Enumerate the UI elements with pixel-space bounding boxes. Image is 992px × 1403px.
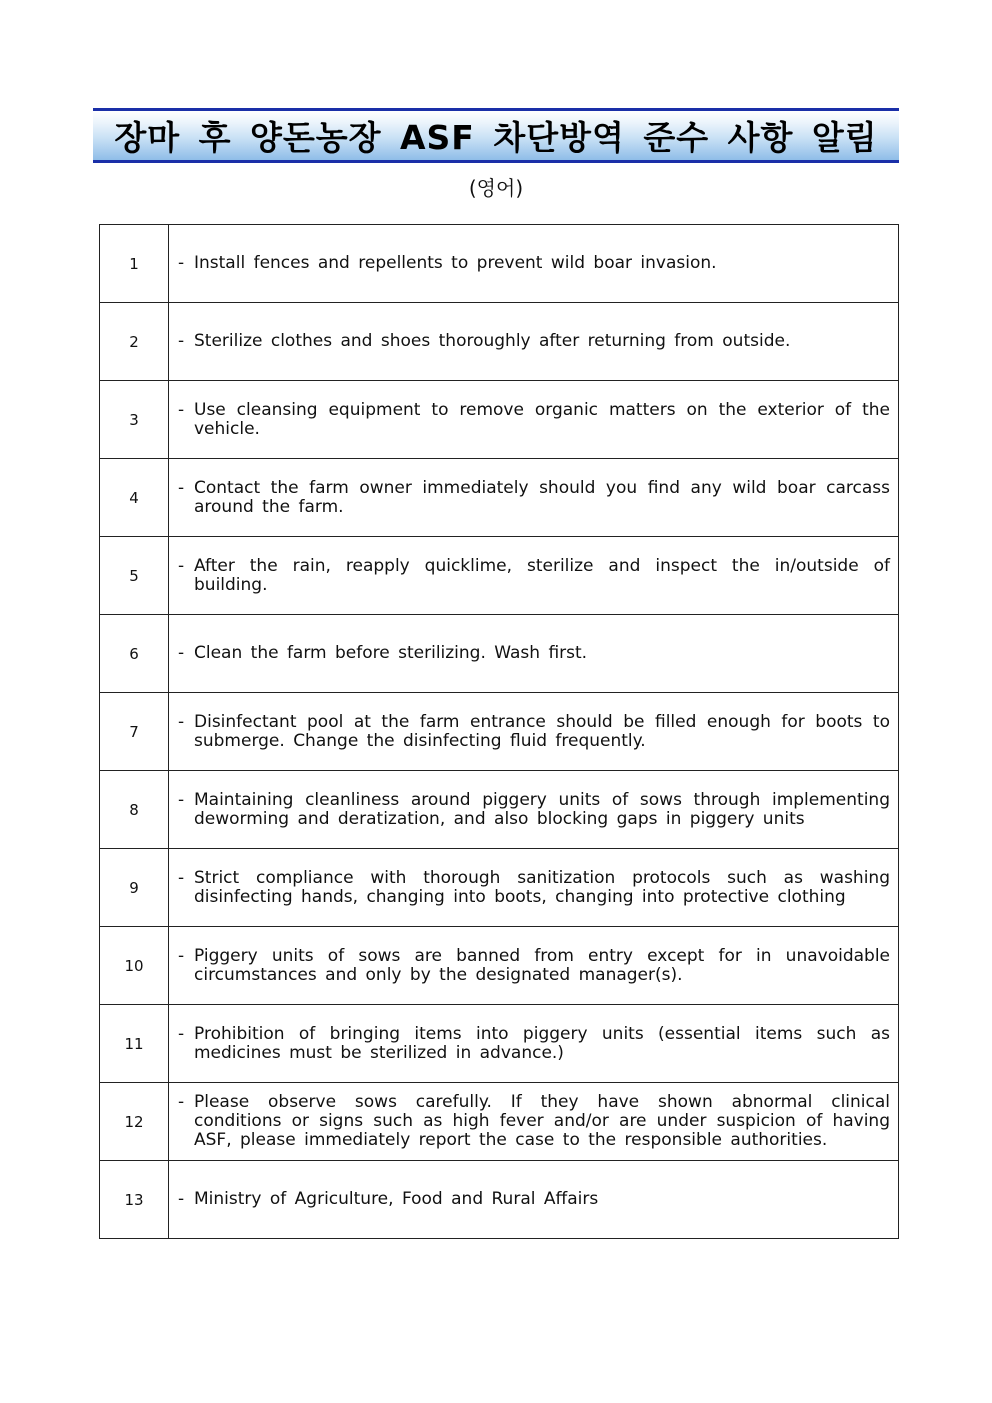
item-text: Install fences and repellents to prevent wild boar invasion.	[194, 253, 717, 273]
item-text: Use cleansing equipment to remove organic matters on the exterior of the vehicle.	[194, 399, 890, 439]
item-line	[178, 401, 890, 439]
dash-bullet: -	[178, 399, 185, 420]
item-text: Prohibition of bringing items into piggery units (essential items such as medicines must be sterilized in advance.)	[194, 1023, 890, 1063]
item-cell	[169, 849, 899, 927]
item-line	[178, 479, 890, 517]
item-number: 5	[100, 537, 169, 615]
item-text: Please observe sows carefully. If they have shown abnormal clinical conditions or signs such as high fever and/or are under suspicion of having ASF, please immediately report the case to the responsible authorities.	[194, 1092, 890, 1150]
item-cell	[169, 693, 899, 771]
dash-bullet: -	[178, 253, 185, 273]
item-cell	[169, 537, 899, 615]
item-line	[178, 1190, 890, 1209]
item-text: Strict compliance with thorough sanitization protocols such as washing disinfecting hands, changing into boots, changing into protective clothing	[194, 867, 890, 907]
item-cell	[169, 615, 899, 693]
notice-table-body	[100, 225, 899, 1239]
item-line	[178, 332, 890, 351]
item-line	[178, 644, 890, 663]
table-row	[100, 849, 899, 927]
notice-table	[99, 224, 899, 1239]
item-text: Maintaining cleanliness around piggery units of sows through implementing deworming and deratization, and also blocking gaps in piggery units	[194, 789, 890, 829]
item-cell	[169, 1083, 899, 1161]
item-number: 7	[100, 693, 169, 771]
dash-bullet: -	[178, 789, 185, 810]
dash-bullet: -	[178, 867, 185, 888]
language-subtitle: (영어)	[468, 176, 524, 200]
item-number: 3	[100, 381, 169, 459]
table-row	[100, 225, 899, 303]
item-text: Ministry of Agriculture, Food and Rural Affairs	[194, 1189, 599, 1209]
item-cell	[169, 303, 899, 381]
item-text: Contact the farm owner immediately should you find any wild boar carcass around the farm.	[194, 477, 890, 517]
item-text: Piggery units of sows are banned from entry except for in unavoidable circumstances and only by the designated manager(s).	[194, 945, 890, 985]
item-line	[178, 869, 890, 907]
table-row	[100, 303, 899, 381]
item-line	[178, 791, 890, 829]
dash-bullet: -	[178, 643, 185, 663]
dash-bullet: -	[178, 331, 185, 351]
table-row	[100, 381, 899, 459]
table-row	[100, 1161, 899, 1239]
table-row	[100, 693, 899, 771]
item-line	[178, 1025, 890, 1063]
item-number: 4	[100, 459, 169, 537]
dash-bullet: -	[178, 1023, 185, 1044]
dash-bullet: -	[178, 1189, 185, 1209]
item-line	[178, 1093, 890, 1150]
item-line	[178, 557, 890, 595]
item-line	[178, 947, 890, 985]
item-cell	[169, 1161, 899, 1239]
item-number: 13	[100, 1161, 169, 1239]
item-cell	[169, 381, 899, 459]
table-row	[100, 459, 899, 537]
dash-bullet: -	[178, 711, 185, 732]
table-row	[100, 537, 899, 615]
item-text: Clean the farm before sterilizing. Wash first.	[194, 643, 588, 663]
item-number: 8	[100, 771, 169, 849]
table-row	[100, 927, 899, 1005]
item-number: 1	[100, 225, 169, 303]
item-number: 2	[100, 303, 169, 381]
item-cell	[169, 1005, 899, 1083]
dash-bullet: -	[178, 1092, 185, 1112]
title-banner	[93, 108, 899, 163]
item-cell	[169, 225, 899, 303]
item-line	[178, 713, 890, 751]
item-number: 6	[100, 615, 169, 693]
dash-bullet: -	[178, 477, 185, 498]
item-text: Disinfectant pool at the farm entrance should be filled enough for boots to submerge. Change the disinfecting fluid frequently.	[194, 711, 890, 751]
dash-bullet: -	[178, 945, 185, 966]
table-row	[100, 1083, 899, 1161]
item-cell	[169, 927, 899, 1005]
item-number: 12	[100, 1083, 169, 1161]
item-line	[178, 254, 890, 273]
page-title: 장마 후 양돈농장 ASF 차단방역 준수 사항 알림	[114, 118, 878, 157]
item-number: 10	[100, 927, 169, 1005]
table-row	[100, 615, 899, 693]
item-cell	[169, 771, 899, 849]
item-text: After the rain, reapply quicklime, sterilize and inspect the in/outside of building.	[194, 555, 890, 595]
dash-bullet: -	[178, 555, 185, 576]
table-row	[100, 771, 899, 849]
item-number: 9	[100, 849, 169, 927]
item-number: 11	[100, 1005, 169, 1083]
item-cell	[169, 459, 899, 537]
item-text: Sterilize clothes and shoes thoroughly after returning from outside.	[194, 331, 791, 351]
table-row	[100, 1005, 899, 1083]
